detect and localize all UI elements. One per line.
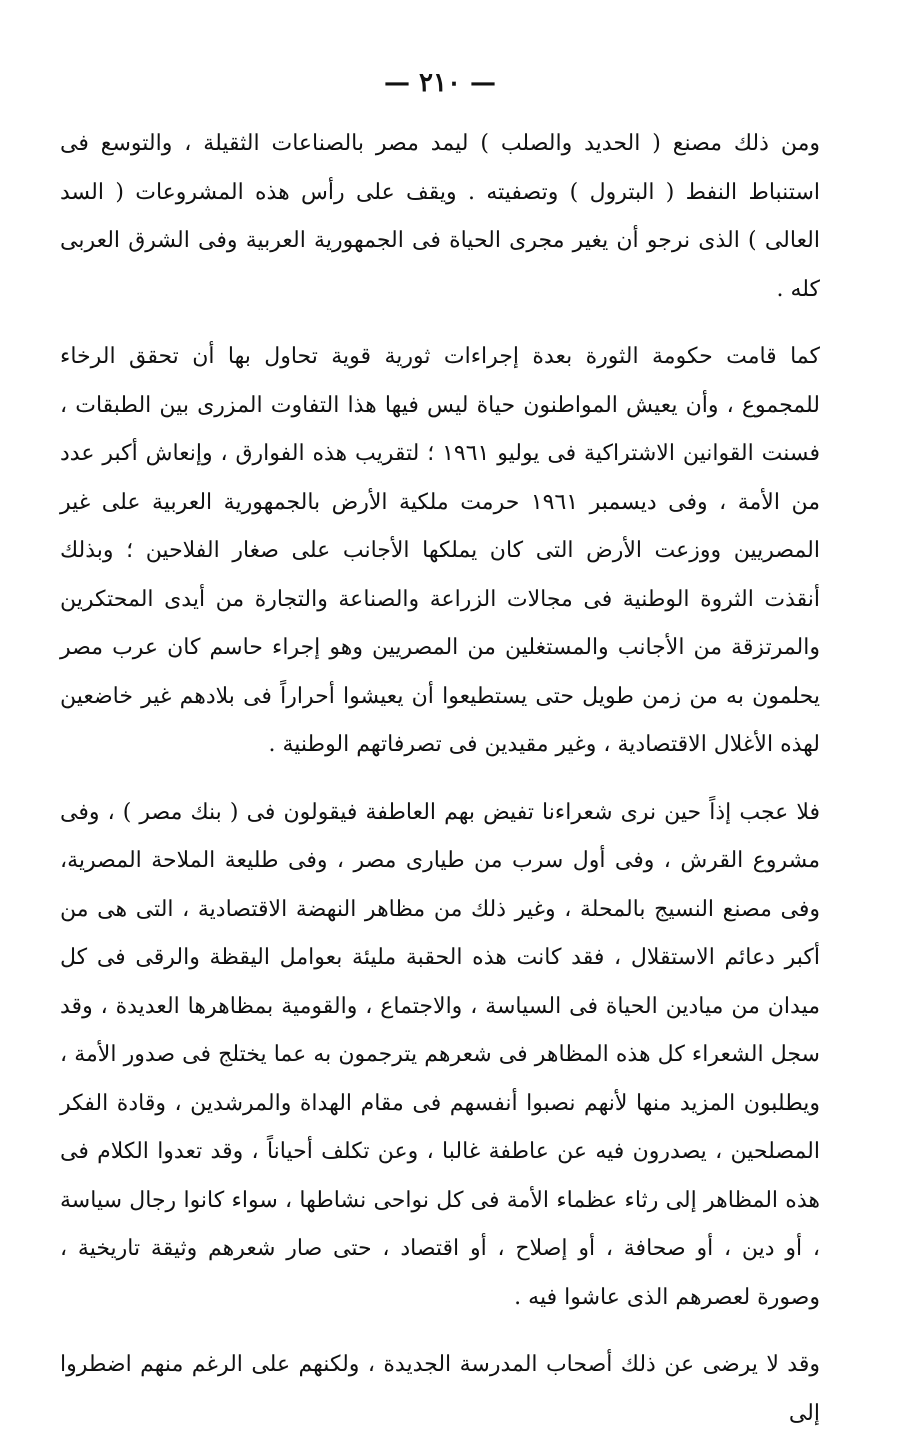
page-number: — ٢١٠ — <box>383 68 497 98</box>
paragraph-new-school: وقد لا يرضى عن ذلك أصحاب المدرسة الجديدة ، ولكنهم على الرغم منهم اضطروا إلى <box>60 1352 820 1426</box>
paragraph-poets-and-economy: فلا عجب إذاً حين نرى شعراءنا تفيض بهم العاطفة فيقولون فى ( بنك مصر ) ، وفى مشروع القرش ، وفى أول سرب من طيارى مصر ، وفى طليعة الملاحة المصرية، وفى مصنع النسيج بالمحلة ، وغير ذلك من مظاهر النهضة الاقتصادية ، التى هى من أكبر دعائم الاستقلال ، فقد كانت هذه الحقبة مليئة بعوامل اليقظة والرقى فى كل ميدان من ميادين الحياة فى السياسة ، والاجتماع ، والقومية بمظاهرها العديدة ، وقد سجل الشعراء كل هذه المظاهر فى شعرهم يترجمون به عما يختلج فى صدور الأمة ، ويطلبون المزيد منها لأنهم نصبوا أنفسهم فى مقام الهداة والمرشدين ، وقادة الفكر المصلحين ، يصدرون فيه عن عاطفة غالبا ، وعن تكلف أحياناً ، وقد تعدوا الكلام فى هذه المظاهر إلى رثاء عظماء الأمة فى كل نواحى نشاطها ، سواء كانوا رجال سياسة ، أو دين ، أو صحافة ، أو إصلاح ، أو اقتصاد ، حتى صار شعرهم وثيقة تاريخية ، وصورة لعصرهم الذى عاشوا فيه . <box>60 799 820 1310</box>
paragraph-steel-and-high-dam: ومن ذلك مصنع ( الحديد والصلب ) ليمد مصر بالصناعات الثقيلة ، والتوسع فى استنباط النفط ( البترول ) وتصفيته . ويقف على رأس هذه المشروعات ( السد العالى ) الذى نرجو أن يغير مجرى الحياة فى الجمهورية العربية وفى الشرق العربى كله . <box>60 131 820 302</box>
book-page <box>60 60 821 1426</box>
paragraph-revolution-measures: كما قامت حكومة الثورة بعدة إجراءات ثورية قوية تحاول بها أن تحقق الرخاء للمجموع ، وأن يعيش المواطنون حياة ليس فيها هذا التفاوت المزرى بين الطبقات ، فسنت القوانين الاشتراكية فى يوليو ١٩٦١ ؛ لتقريب هذه الفوارق ، وإنعاش أكبر عدد من الأمة ، وفى ديسمبر ١٩٦١ حرمت ملكية الأرض بالجمهورية العربية على غير المصريين ووزعت الأرض التى كان يملكها الأجانب على صغار الفلاحين ؛ وبذلك أنقذت الثروة الوطنية فى مجالات الزراعة والصناعة والتجارة من أيدى المحتكرين والمرتزقة من الأجانب والمستغلين من المصريين وهو إجراء حاسم كان عرب مصر يحلمون به من زمن طويل حتى يستطيعوا أن يعيشوا أحراراً فى بلادهم غير خاضعين لهذه الأغلال الاقتصادية ، وغير مقيدين فى تصرفاتهم الوطنية . <box>60 344 821 757</box>
